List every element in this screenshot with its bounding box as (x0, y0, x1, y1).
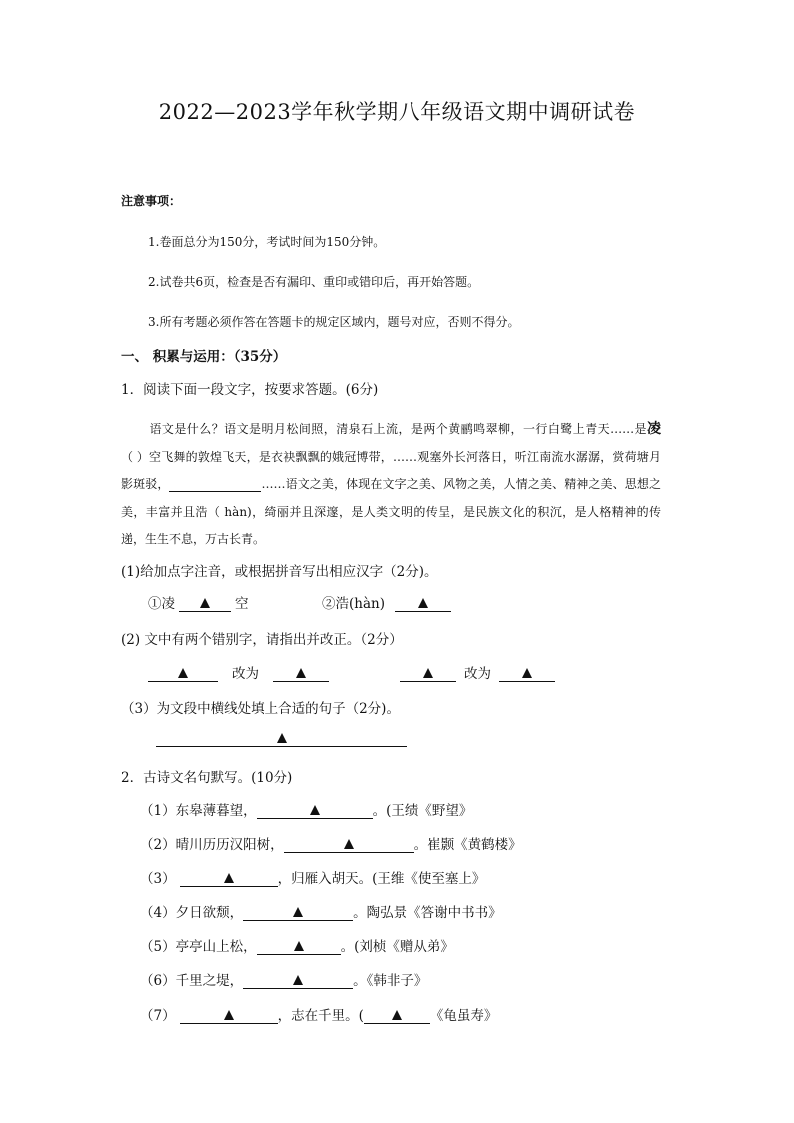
q2-item-2 (140, 833, 522, 853)
item-post-text: 。(王绩《野望》 (372, 803, 473, 819)
q2-item-7-blank-1[interactable] (180, 1009, 278, 1024)
passage-fill-blank[interactable] (169, 477, 261, 492)
triangle-marker-icon (296, 668, 306, 678)
item-number: （3） (140, 871, 176, 887)
q2-item-4-blank[interactable] (243, 906, 353, 921)
q1-sub3: （3）为文段中横线处填上合适的句子（2分)。 (121, 701, 400, 717)
q1-sub2-row-1 (148, 662, 329, 682)
q1-passage (121, 416, 661, 554)
triangle-marker-icon (293, 907, 303, 917)
q2-stem: 2．古诗文名句默写。(10分) (121, 770, 293, 786)
item-number: （2） (140, 837, 176, 853)
item-post-text: 。陶弘景《答谢中书书》 (353, 905, 502, 921)
q2-item-5-blank[interactable] (257, 940, 341, 955)
passage-text-3: ……语文之美，体现在文字之美、风物之美，人情之美、精神之美、思想之美，丰富并且浩（ hàn)，绮丽并且深邃，是人类文明的传呈，是民族文化的积沉，是人格精神的传递，生生不息，万古长青。 (121, 477, 661, 546)
gaiwei-label: 改为 (232, 666, 259, 682)
item-post-text-2: 《龟虽寿》 (429, 1008, 498, 1024)
notes-heading: 注意事项： (121, 194, 182, 208)
q2-item-3 (140, 867, 485, 887)
item-post-text: ，归雁入胡天。(王维《使至塞上》 (277, 871, 486, 887)
sub1-a-answer-blank[interactable] (179, 597, 231, 612)
section-heading: 一、 积累与运用：（35分） (121, 349, 287, 365)
triangle-marker-icon (224, 1010, 234, 1020)
passage-ling-char: 凌 (647, 421, 661, 437)
q2-item-7 (140, 1004, 497, 1024)
sub1-b-answer-blank[interactable] (395, 597, 451, 612)
note-item-1: 1.卷面总分为150分，考试时间为150分钟。 (148, 235, 386, 249)
item-number: （5） (140, 939, 176, 955)
sub1-a-label: ①凌 (148, 596, 175, 612)
item-post-text: 。崔颢《黄鹤楼》 (413, 837, 522, 853)
note-item-2: 2.试卷共6页，检查是否有漏印、重印或错印后，再开始答题。 (148, 275, 480, 289)
item-post-text: 。《韩非子》 (353, 973, 428, 989)
sub2-correct-2-blank[interactable] (499, 667, 555, 682)
triangle-marker-icon (344, 839, 354, 849)
triangle-marker-icon (277, 733, 287, 743)
passage-text-2: 空飞舞的敦煌飞天，是衣袂飘飘的娥冠博带，……观塞外长河落日，听江南流水潺潺，赏荷塘月影斑驳， (121, 449, 661, 491)
sub2-wrong-2-blank[interactable] (400, 667, 456, 682)
item-pre-text: 千里之堤， (175, 973, 244, 989)
triangle-marker-icon (293, 975, 303, 985)
q1-sub1-row-b (322, 592, 451, 612)
item-number: （1） (140, 803, 176, 819)
q1-sub1-row (148, 592, 249, 612)
triangle-marker-icon (392, 1010, 402, 1020)
sub2-wrong-1-blank[interactable] (148, 667, 218, 682)
sub1-a-after: 空 (235, 596, 249, 612)
item-pre-text: 夕日欲颓， (175, 905, 244, 921)
item-number: （6） (140, 973, 176, 989)
triangle-marker-icon (294, 941, 304, 951)
q2-item-1-blank[interactable] (257, 804, 373, 819)
passage-text-1: 语文是什么？语文是明月松间照，清泉石上流，是两个黄鹂鸣翠柳，一行白鹭上青天……是 (149, 422, 647, 436)
item-number: （7） (140, 1008, 176, 1024)
item-post-text: 。(刘桢《赠从弟》 (340, 939, 454, 955)
q2-item-1 (140, 799, 472, 819)
sub2-correct-1-blank[interactable] (273, 667, 329, 682)
q2-item-6 (140, 969, 427, 989)
triangle-marker-icon (200, 598, 210, 608)
q2-item-6-blank[interactable] (243, 974, 353, 989)
triangle-marker-icon (310, 805, 320, 815)
item-pre-text: 东皋薄暮望， (175, 803, 257, 819)
sub1-b-label: ②浩(hàn) (322, 596, 385, 612)
triangle-marker-icon (522, 668, 532, 678)
q2-item-5 (140, 935, 454, 955)
q1-stem: 1．阅读下面一段文字，按要求答题。(6分) (121, 382, 379, 398)
passage-paren: （ ） (121, 449, 149, 464)
q1-sub2-row-2 (400, 662, 555, 682)
triangle-marker-icon (178, 668, 188, 678)
gaiwei-label: 改为 (464, 666, 491, 682)
item-pre-text: 亭亭山上松， (175, 939, 257, 955)
triangle-marker-icon (418, 598, 428, 608)
item-number: （4） (140, 905, 176, 921)
sub3-answer-blank[interactable] (156, 732, 407, 747)
q2-item-3-blank[interactable] (180, 872, 278, 887)
q2-item-7-blank-2[interactable] (364, 1009, 430, 1024)
triangle-marker-icon (224, 873, 234, 883)
note-item-3: 3.所有考题必须作答在答题卡的规定区域内，题号对应，否则不得分。 (148, 315, 520, 329)
q1-sub1: (1)给加点字注音，或根据拼音写出相应汉字（2分)。 (121, 564, 438, 580)
item-pre-text: 晴川历历汉阳树， (175, 837, 284, 853)
item-post-text: ，志在千里。( (277, 1008, 364, 1024)
exam-title: 2022—2023学年秋学期八年级语文期中调研试卷 (158, 100, 636, 124)
q1-sub3-row (156, 731, 407, 747)
q2-item-4 (140, 901, 502, 921)
q1-sub2: (2) 文中有两个错别字，请指出并改正。（2分） (121, 632, 403, 648)
q2-item-2-blank[interactable] (284, 838, 414, 853)
triangle-marker-icon (423, 668, 433, 678)
